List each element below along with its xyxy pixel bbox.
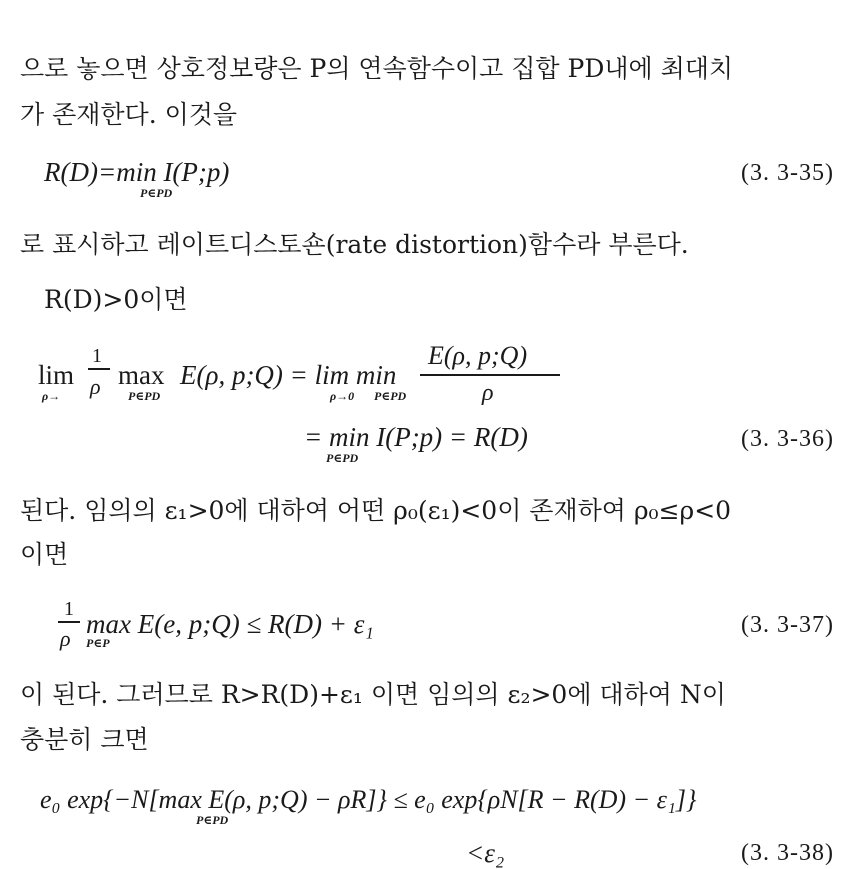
equation-3-3-36-lim-subscript: ρ→	[42, 389, 61, 403]
equation-3-3-36-frac1-numerator: 1	[92, 345, 102, 367]
equation-3-3-36-max: max	[118, 360, 165, 390]
text-line-3: 로 표시하고 레이트디스토숀(rate distortion)함수라 부른다.	[20, 230, 689, 259]
text-line-1: 으로 놓으면 상호정보량은 P의 연속함수이고 집합 PD내에 최대치	[20, 54, 734, 83]
equation-3-3-37-subscript: P∈P	[86, 636, 110, 650]
equation-3-3-38: e₀ exp{−N[max E(ρ, p;Q) − ρR]} ≤ e₀ exp{ρN[R − R(D) − ε₁]}	[40, 785, 697, 814]
equation-3-3-36-frac1-denominator: ρ	[90, 374, 101, 399]
text-line-6: 이면	[20, 540, 69, 569]
equation-3-3-36-frac2-numerator: E(ρ, p;Q)	[428, 341, 528, 370]
equation-3-3-37-frac-numerator: 1	[64, 598, 74, 620]
equation-3-3-36-max-subscript: P∈PD	[128, 389, 161, 403]
equation-3-3-35-subscript: P∈PD	[140, 186, 173, 200]
equation-3-3-36-lim2-subscript: ρ→0	[330, 389, 355, 403]
equation-3-3-36-min-subscript: P∈PD	[374, 389, 407, 403]
equation-3-3-36-continuation: = min I(P;p) = R(D)	[304, 422, 528, 452]
text-line-4: R(D)>0이면	[44, 285, 188, 314]
equation-3-3-36-continuation-subscript: P∈PD	[326, 451, 359, 465]
text-line-7: 이 된다. 그러므로 R>R(D)+ε₁ 이면 임의의 ε₂>0에 대하여 N이	[20, 680, 726, 709]
equation-number-3-3-35: (3. 3-35)	[741, 160, 834, 186]
equation-3-3-36-frac2-bar	[420, 374, 560, 376]
equation-number-3-3-36: (3. 3-36)	[741, 426, 834, 452]
text-line-5: 된다. 임의의 ε₁>0에 대하여 어떤 ρ₀(ε₁)<0이 존재하여 ρ₀≤ρ<0	[20, 496, 732, 525]
equation-3-3-37: max E(e, p;Q) ≤ R(D) + ε₁	[86, 609, 374, 639]
equation-number-3-3-37: (3. 3-37)	[741, 612, 834, 638]
equation-3-3-36-middle: E(ρ, p;Q) = lim min	[180, 360, 397, 390]
equation-3-3-38-continuation: <ε₂	[466, 838, 505, 868]
equation-number-3-3-38: (3. 3-38)	[741, 840, 834, 866]
text-line-8: 충분히 크면	[20, 725, 149, 754]
equation-3-3-36-lim: lim	[38, 360, 75, 390]
equation-3-3-37-frac-bar	[58, 621, 80, 623]
equation-3-3-38-subscript: P∈PD	[196, 813, 229, 827]
equation-3-3-35: R(D)=min I(P;p)	[44, 157, 230, 187]
equation-3-3-36-frac1-bar	[88, 368, 110, 370]
equation-3-3-37-frac-denominator: ρ	[60, 626, 71, 651]
equation-3-3-36-frac2-denominator: ρ	[482, 380, 494, 406]
text-line-2: 가 존재한다. 이것을	[20, 100, 238, 129]
